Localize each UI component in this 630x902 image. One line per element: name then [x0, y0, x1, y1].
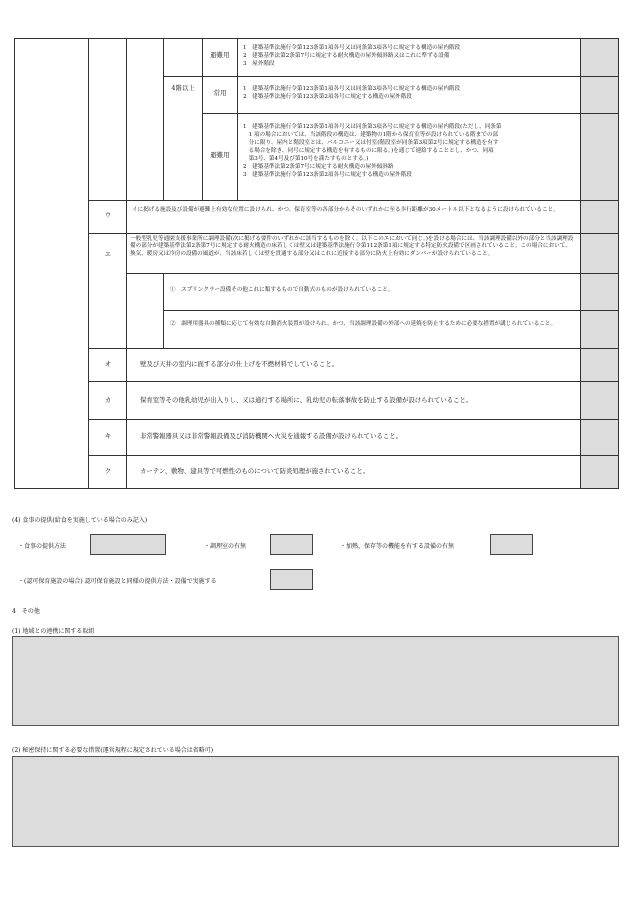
- floor-row-3-line-4: る場合を除き、同号に規定する構造を有するものに限る。)を通じて連絡することとし、かつ、同項: [243, 148, 494, 154]
- floor-row-3-line-3: 分に限り、屋内と階段室とは、バルコニー又は付室(階段室が同条第3項第2号に規定する構造を有す: [243, 140, 499, 146]
- meal-method-field[interactable]: [90, 534, 166, 555]
- community-label: (1) 地域との連携に関する取組: [12, 628, 95, 635]
- community-textarea[interactable]: [12, 636, 619, 726]
- floor-row-1-line-1: 1 建築基準法施行令第123条第1項各号又は同条第3項各号に規定する構造の屋内階段: [243, 45, 461, 51]
- row-ki-key: キ: [104, 432, 112, 440]
- check-cell-ku[interactable]: [580, 455, 619, 489]
- row-ka-text: 保育室等その他乳幼児が出入りし、又は通行する場所に、乳幼児の転落事故を防止する設備が設けられていること。: [140, 396, 473, 404]
- row-u-key: ウ: [104, 211, 112, 219]
- row-e-sub1: ① スプリンクラー設備その他これに類するもので自動式のものが設けられていること。: [170, 287, 394, 293]
- floor-row-3-line-5: 第3号、第4号及び第10号を満たすものとする。): [243, 156, 369, 162]
- check-cell-floor-3[interactable]: [580, 113, 619, 201]
- check-cell-floor-2[interactable]: [580, 76, 619, 114]
- row-ku-key: ク: [104, 467, 112, 475]
- check-cell-floor-1[interactable]: [580, 38, 619, 77]
- floor4-label: 4階以上: [171, 84, 195, 92]
- floor-row-kind-3: 避難用: [210, 151, 230, 159]
- privacy-label: (2) 秘密保持に関する必要な措置(運営規程に規定されている場合は省略可): [12, 747, 214, 754]
- row-e-text: 一般型乳児等通園支援事業所に調理設備(次に掲げる要件のいずれかに該当するものを除く。以下このエにおいて同じ。)を設ける場合には、当該調理設備以外の部分と当該調理設備の部分が建築基準法第2条第7号に規定する耐火構造の床若しくは壁又は建築基準法施行令第112条第1項に規定する特定防火設備で区画されていること。この場合において、換気、暖房又は冷房の設備の風道が、当該床若しくは壁を貫通する部分又はこれに近接する部分に防火上有効にダンパーが設けられていること。: [130, 236, 574, 257]
- row-o-key: オ: [104, 360, 112, 368]
- floor-row-3-line-1: 1 建築基準法施行令第123条第1項各号又は同条第3項各号に規定する構造の屋内階段(ただし、同条第: [243, 124, 502, 130]
- kitchen-field[interactable]: [270, 534, 313, 555]
- floor-row-2-line-1: 1 建築基準法施行令第123条第1項各号又は同条第3項各号に規定する構造の屋内階段: [243, 86, 461, 92]
- floor-row-3-line-7: 3 建築基準法施行令第123条第2項各号に規定する構造の屋外階段: [243, 172, 412, 178]
- row-o-text: 壁及び天井の室内に面する部分の仕上げを不燃材料でしていること。: [140, 360, 339, 368]
- floor-row-3-line-6: 2 建築基準法第2条第7号に規定する耐火構造の屋外傾斜路: [243, 164, 394, 170]
- check-cell-ka[interactable]: [580, 381, 619, 420]
- other-heading: 4 その他: [12, 608, 40, 615]
- check-cell-e[interactable]: [580, 233, 619, 274]
- check-cell-o[interactable]: [580, 348, 619, 382]
- heating-label: ・加熱、保存等の機能を有する設備の有無: [340, 543, 455, 550]
- floor-row-3-line-2: 1 項の場合においては、当該階段の構造は、建築物の1階から保育室等が設けられている階までの部: [243, 132, 499, 138]
- check-cell-e-sub2[interactable]: [580, 310, 619, 349]
- floor-row-kind-1: 避難用: [210, 51, 230, 59]
- row-ka-key: カ: [104, 396, 112, 404]
- row-ki-text: 非常警報器具又は非常警報設備及び消防機関へ火災を通報する設備が設けられていること。: [140, 432, 403, 440]
- check-cell-u[interactable]: [580, 200, 619, 234]
- kitchen-label: ・調理室の有無: [204, 543, 247, 550]
- row-e-sub2: ② 調理用器具の種類に応じて有効な自動消火装置が設けられ、かつ、当該調理設備の外部への延焼を防止するために必要な措置が講じられていること。: [170, 321, 557, 327]
- check-cell-ki[interactable]: [580, 419, 619, 456]
- floor-row-kind-2: 常用: [213, 89, 227, 97]
- privacy-textarea[interactable]: [12, 756, 619, 847]
- accredited-field[interactable]: [270, 569, 313, 590]
- floor-row-1-line-2: 2 建築基準法第2条第7号に規定する耐火構造の屋外傾斜路又はこれに準ずる設備: [243, 53, 450, 59]
- row-ku-text: カーテン、敷物、建具等で可燃性のものについて防炎処理が施されていること。: [140, 467, 370, 475]
- row-e-key: エ: [104, 250, 112, 258]
- floor-row-1-line-3: 3 屋外階段: [243, 61, 275, 67]
- meals-heading: (4) 食事の提供(給食を実施している場合のみ記入): [12, 517, 148, 524]
- check-cell-e-sub1[interactable]: [580, 273, 619, 311]
- floor-row-2-line-2: 2 建築基準法施行令第123条第2項各号に規定する構造の屋外階段: [243, 94, 412, 100]
- row-u-text: イに掲げる施設及び設備が避難上有効な位置に設けられ、かつ、保育室等の各部分からそのいずれかに至る歩行距離が30メートル以下となるように設けられていること。: [132, 207, 559, 213]
- meal-method-label: ・食事の提供方法: [18, 543, 67, 550]
- heating-field[interactable]: [490, 534, 533, 555]
- accredited-label: ・(認可保育施設の場合) 認可保育施設と同様の提供方法・設備で実施する: [18, 578, 217, 585]
